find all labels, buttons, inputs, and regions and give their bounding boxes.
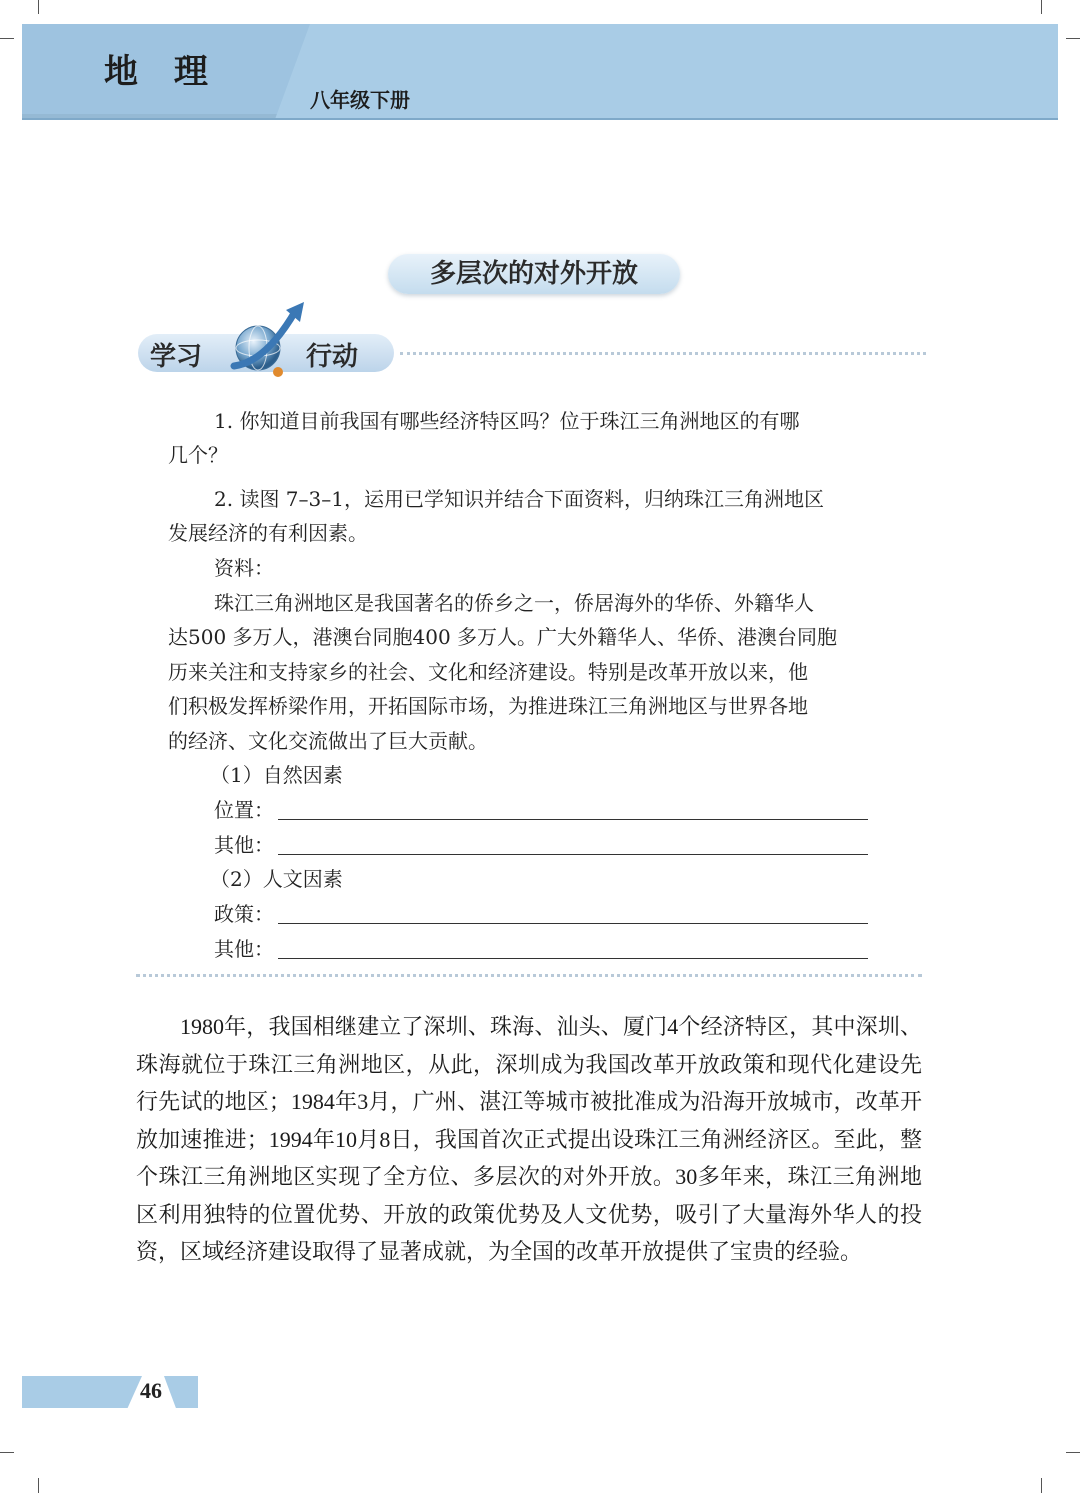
material-line: 们积极发挥桥梁作用，开拓国际市场，为推进珠江三角洲地区与世界各地 — [168, 694, 808, 718]
material-line: 达500 多万人，港澳台同胞400 多万人。广大外籍华人、华侨、港澳台同胞 — [168, 625, 838, 649]
natural-location-blank[interactable] — [278, 819, 868, 820]
crop-mark — [0, 38, 14, 39]
material-line: 历来关注和支持家乡的社会、文化和经济建设。特别是改革开放以来，他 — [168, 660, 808, 684]
material-line: 珠江三角洲地区是我国著名的侨乡之一，侨居海外的华侨、外籍华人 — [214, 591, 814, 615]
grade-label: 八年级下册 — [310, 88, 410, 112]
page-tab-band — [22, 1376, 142, 1408]
banner-label-study: 学习 — [150, 342, 203, 372]
natural-factors-heading: （1）自然因素 — [210, 763, 343, 787]
crop-mark — [1041, 1478, 1042, 1493]
page-header — [22, 24, 1058, 118]
page-tab-band — [164, 1376, 198, 1408]
page-number-tab — [22, 1376, 198, 1408]
page-number: 46 — [140, 1378, 162, 1403]
dotted-rule-top — [400, 352, 926, 355]
header-divider — [22, 118, 1058, 120]
section-title: 多层次的对外开放 — [388, 254, 680, 294]
question-2-line-2: 发展经济的有利因素。 — [168, 521, 368, 545]
question-2-line-1: 2. 读图 7–3–1，运用已学知识并结合下面资料，归纳珠江三角洲地区 — [214, 487, 824, 511]
crop-mark — [0, 1452, 14, 1453]
dotted-rule-bottom — [136, 974, 922, 977]
globe-arrow-icon — [226, 300, 316, 384]
crop-mark — [38, 1478, 39, 1493]
question-1-line-2: 几个？ — [168, 443, 228, 467]
human-policy-label: 政策： — [214, 902, 274, 926]
crop-mark — [1066, 38, 1080, 39]
question-1-line-1: 1. 你知道目前我国有哪些经济特区吗？位于珠江三角洲地区的有哪 — [214, 409, 800, 433]
natural-other-blank[interactable] — [278, 854, 868, 855]
human-factors-heading: （2）人文因素 — [210, 867, 343, 891]
subject-title: 地 理 — [104, 52, 220, 92]
natural-location-label: 位置： — [214, 798, 274, 822]
crop-mark — [1041, 0, 1042, 14]
banner-label-action: 行动 — [306, 342, 359, 372]
material-label: 资料： — [214, 556, 274, 580]
human-other-label: 其他： — [214, 937, 274, 961]
human-other-blank[interactable] — [278, 958, 868, 959]
natural-other-label: 其他： — [214, 833, 274, 857]
crop-mark — [38, 0, 39, 14]
human-policy-blank[interactable] — [278, 923, 868, 924]
material-line: 的经济、文化交流做出了巨大贡献。 — [168, 729, 488, 753]
crop-mark — [1066, 1452, 1080, 1453]
activity-banner — [138, 296, 928, 386]
body-paragraph: 1980年，我国相继建立了深圳、珠海、汕头、厦门4个经济特区，其中深圳、珠海就位于珠江三角洲地区，从此，深圳成为我国改革开放政策和现代化建设先行先试的地区；1984年3月，广州、湛江等城市被批准成为沿海开放城市，改革开放加速推进；1994年10月8日，我国首次正式提出设珠江三角洲经济区。至此，整个珠江三角洲地区实现了全方位、多层次的对外开放。30多年来，珠江三角洲地区利用独特的位置优势、开放的政策优势及人文优势，吸引了大量海外华人的投资，区域经济建设取得了显著成就，为全国的改革开放提供了宝贵的经验。 — [136, 1014, 922, 1264]
